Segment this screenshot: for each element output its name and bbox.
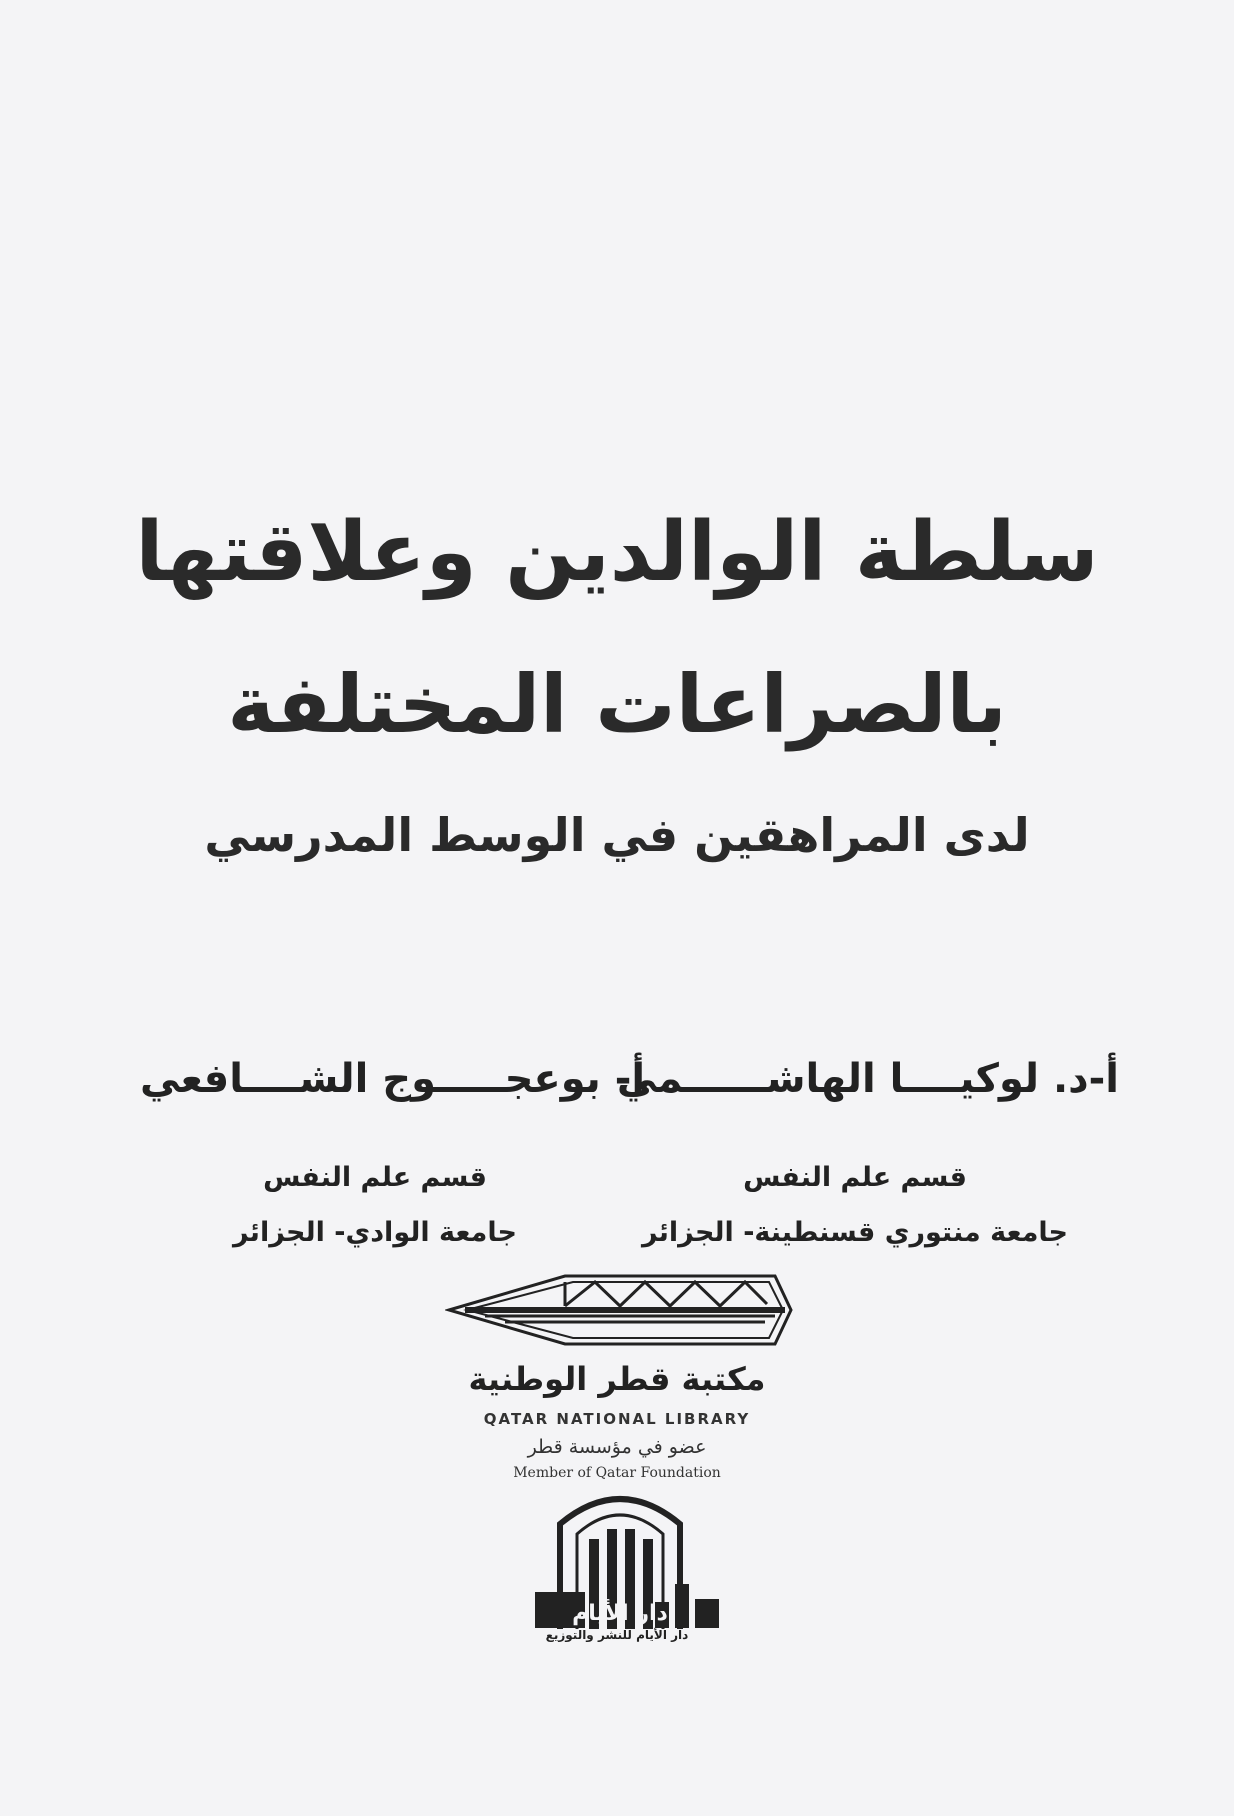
qnl-logo-icon bbox=[445, 1268, 795, 1352]
title-line-2: بالصراعات المختلفة bbox=[227, 658, 1007, 751]
author-2-department: قسم علم النفس bbox=[263, 1162, 487, 1193]
author-1-university: جامعة منتوري قسنطينة- الجزائر bbox=[641, 1217, 1069, 1248]
qf-member-ar: عضو في مؤسسة قطر bbox=[527, 1436, 707, 1458]
publisher-caption: دار الأيام للنشر والتوزيع bbox=[545, 1628, 689, 1642]
subtitle: لدى المراهقين في الوسط المدرسي bbox=[204, 808, 1030, 862]
author-1-name: أ-د. لوكيــــا الهاشــــــمي bbox=[616, 1056, 1119, 1102]
title-line-1: سلطة الوالدين وعلاقتها bbox=[135, 505, 1099, 600]
publisher-logo-text: دار الأيام bbox=[572, 1601, 668, 1626]
author-2-university: جامعة الوادي- الجزائر bbox=[233, 1217, 517, 1248]
qnl-name-ar: مكتبة قطر الوطنية bbox=[468, 1360, 766, 1398]
qnl-name-en: QATAR NATIONAL LIBRARY bbox=[483, 1410, 751, 1428]
author-1-department: قسم علم النفس bbox=[743, 1162, 967, 1193]
author-2-name: أ- بوعجـــــوج الشــــافعي bbox=[140, 1056, 646, 1102]
publisher-logo-icon bbox=[515, 1484, 725, 1634]
qf-member-en: Member of Qatar Foundation bbox=[513, 1465, 721, 1481]
